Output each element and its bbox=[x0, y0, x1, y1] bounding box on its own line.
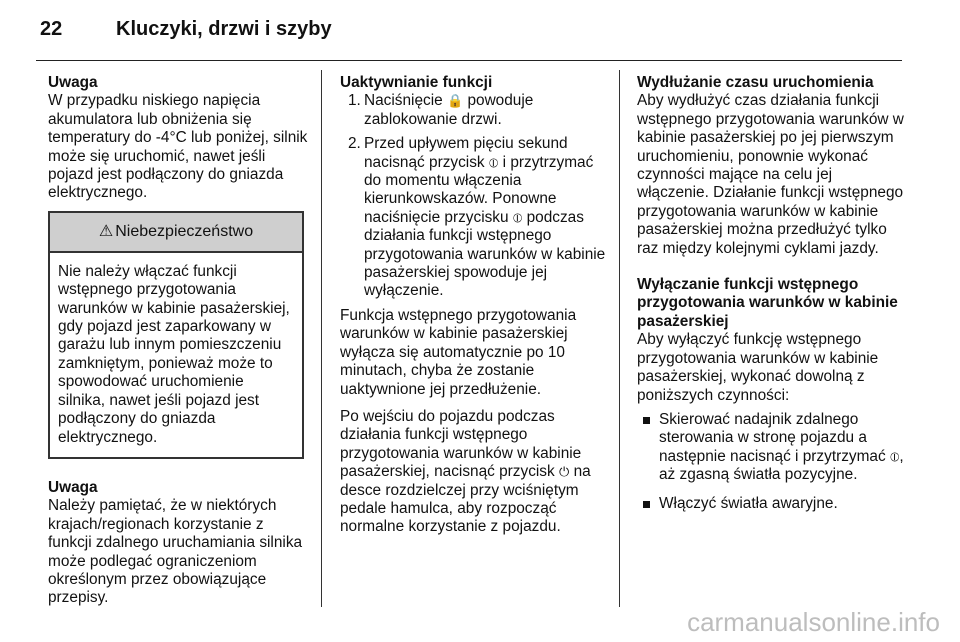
remote-start-icon: ⦶ bbox=[889, 448, 900, 464]
step-1-number: 1. bbox=[348, 92, 361, 110]
note2-title: Uwaga bbox=[48, 478, 98, 496]
step-2-text-a: Przed upływem pięciu sekund nacisnąć przycisk bbox=[364, 135, 568, 171]
extend-heading: Wydłużanie czasu uruchomienia bbox=[637, 74, 874, 91]
bullet-2 bbox=[637, 495, 907, 513]
auto-off-paragraph: Funkcja wstępnego przygotowania warunków w kabinie pasażerskiej wyłącza się automatycznie po 10 minutach, chyba że zostanie uaktywnione jej przedłużenie. bbox=[340, 306, 577, 398]
note2-text: Należy pamiętać, że w niektórych krajach/regionach korzystanie z funkcji zdalnego uruchamiania silnika może podlegać ograniczeniom określonym przez obowiązujące przepisy. bbox=[48, 497, 303, 607]
column-divider-2 bbox=[619, 70, 620, 607]
bullet-1-text-b: , aż zgasną światła pozycyjne. bbox=[659, 447, 904, 484]
warning-title: Niebezpieczeństwo bbox=[115, 222, 254, 240]
warning-box bbox=[48, 211, 304, 459]
page-title: Kluczyki, drzwi i szyby bbox=[116, 18, 332, 40]
column-right bbox=[637, 74, 907, 513]
bullet-square-icon bbox=[643, 417, 650, 424]
remote-start-icon: ⦶ bbox=[488, 154, 499, 170]
activation-heading: Uaktywnianie funkcji bbox=[340, 74, 493, 91]
disable-text: Aby wyłączyć funkcję wstępnego przygotowania warunków w kabinie pasażerskiej, wykonać dowolną z poniższych czynności: bbox=[637, 331, 879, 404]
enter-vehicle-text-a: Po wejściu do pojazdu podczas działania funkcji wstępnego przygotowania warunków w kabinie pasażerskiej, nacisnąć przycisk bbox=[340, 407, 582, 481]
column-divider-1 bbox=[321, 70, 322, 607]
disable-heading: Wyłączanie funkcji wstępnego przygotowania warunków w kabinie pasażerskiej bbox=[637, 276, 898, 330]
step-2-text-c: podczas działania funkcji wstępnego przygotowania warunków w kabinie pasażerskiej spowoduje jej wyłączenie. bbox=[364, 208, 606, 300]
warning-icon: ⚠ bbox=[98, 222, 114, 240]
activation-steps bbox=[340, 92, 610, 300]
step-2-number: 2. bbox=[348, 135, 361, 153]
step-1-text-b: powoduje zablokowanie drzwi. bbox=[364, 92, 534, 128]
page-number: 22 bbox=[40, 18, 63, 40]
watermark: carmanualsonline.info bbox=[687, 607, 940, 637]
header-divider bbox=[36, 60, 902, 61]
step-2 bbox=[340, 135, 610, 301]
enter-vehicle-text-b: na desce rozdzielczej przy wciśniętym pedale hamulca, aby rozpocząć normalne korzystanie z pojazdu. bbox=[340, 463, 591, 536]
extend-text: Aby wydłużyć czas działania funkcji wstępnego przygotowania warunków w kabinie pasażerskiej po jej pierwszym uruchomieniu, ponownie wykonać czynności mające na celu jej włączenie. Działanie funkcji wstępnego przygotowania warunków w kabinie pasażerskiej można przedłużyć tylko raz między kolejnymi cyklami jazdy. bbox=[637, 92, 904, 257]
note1-text: W przypadku niskiego napięcia akumulatora lub obniżenia się temperatury do -4°C lub poniżej, silnik może się uruchomić, nawet jeśli pojazd jest podłączony do gniazda elektrycznego. bbox=[48, 92, 308, 202]
disable-options bbox=[637, 411, 907, 513]
remote-start-icon: ⦶ bbox=[512, 209, 523, 225]
step-2-text-b: i przytrzymać do momentu włączenia kierunkowskazów. Ponowne naciśnięcie przycisku bbox=[364, 153, 594, 226]
note1-title: Uwaga bbox=[48, 74, 98, 91]
bullet-1 bbox=[637, 411, 907, 485]
bullet-square-icon bbox=[643, 501, 650, 508]
page-header bbox=[0, 0, 960, 60]
bullet-2-text: Włączyć światła awaryjne. bbox=[659, 494, 838, 512]
warning-body: Nie należy włączać funkcji wstępnego przygotowania warunków w kabinie pasażerskiej, gdy pojazd jest zaparkowany w garażu lub innym pomieszczeniu zamkniętym, ponieważ może to spowodować uruchomienie silnika, nawet jeśli pojazd jest podłączony do gniazda elektrycznego. bbox=[58, 262, 290, 446]
lock-icon: 🔒 bbox=[446, 93, 464, 109]
enter-vehicle-paragraph bbox=[340, 408, 610, 537]
step-1 bbox=[340, 92, 610, 129]
column-left bbox=[48, 74, 310, 608]
warning-header bbox=[50, 213, 302, 253]
bullet-1-text-a: Skierować nadajnik zdalnego sterowania w stronę pojazdu a następnie nacisnąć i przytrzymać bbox=[659, 410, 886, 465]
column-middle bbox=[340, 74, 610, 537]
step-1-text-a: Naciśnięcie bbox=[364, 92, 443, 110]
power-icon: ⏻ bbox=[558, 464, 570, 480]
